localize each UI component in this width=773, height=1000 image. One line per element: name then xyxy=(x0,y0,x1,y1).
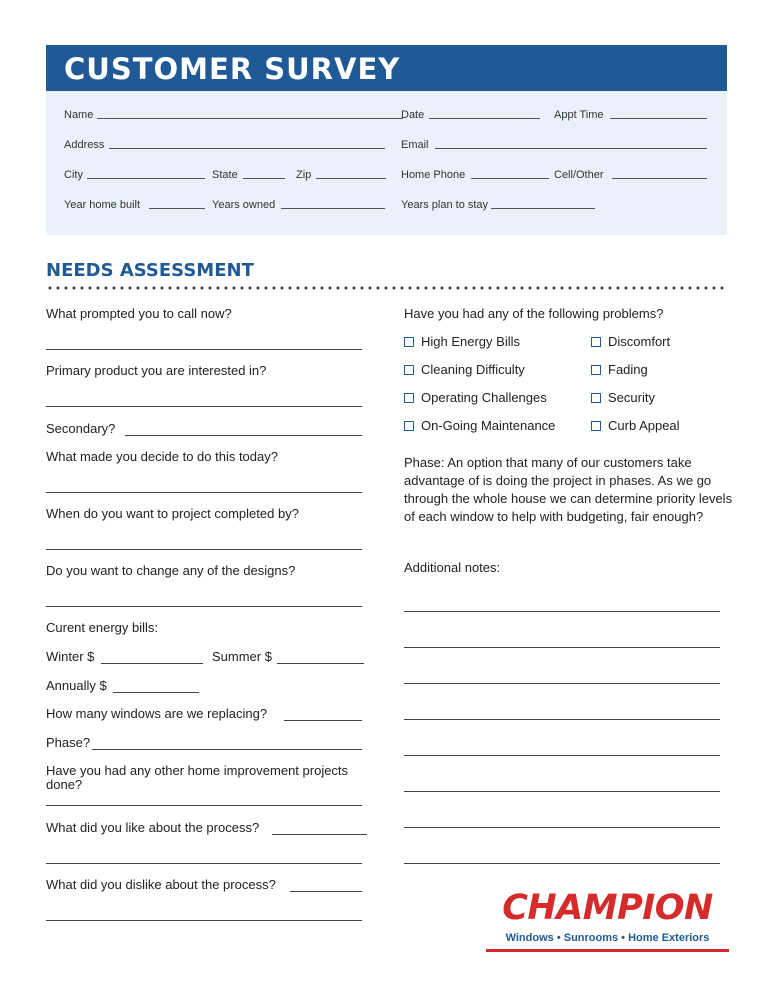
name-label: Name xyxy=(64,109,94,121)
question-decide-today: What made you decide to do this today? xyxy=(46,449,278,464)
notes-line-2[interactable] xyxy=(404,646,720,648)
survey-title-bar xyxy=(46,45,727,91)
checkbox-icon[interactable] xyxy=(404,421,414,431)
question-secondary: Secondary? xyxy=(46,421,116,436)
question-call-now: What prompted you to call now? xyxy=(46,306,232,321)
section-title: NEEDS ASSESSMENT xyxy=(46,260,254,281)
dotted-divider xyxy=(46,286,727,290)
cell-other-label: Cell/Other xyxy=(554,169,604,181)
answer-line-primary-product[interactable] xyxy=(46,405,362,407)
year-built-field[interactable] xyxy=(64,199,140,211)
notes-line-3[interactable] xyxy=(404,682,720,684)
address-field[interactable] xyxy=(64,139,104,151)
checkbox-cleaning-difficulty[interactable] xyxy=(404,362,525,377)
notes-line-6[interactable] xyxy=(404,790,720,792)
checkbox-label: Fading xyxy=(608,362,648,377)
answer-line-secondary[interactable] xyxy=(125,434,362,436)
annually-label: Annually $ xyxy=(46,678,107,693)
checkbox-operating-challenges[interactable] xyxy=(404,390,547,405)
notes-line-5[interactable] xyxy=(404,754,720,756)
date-field[interactable] xyxy=(401,109,424,121)
checkbox-label: On-Going Maintenance xyxy=(421,418,556,433)
question-phase: Phase? xyxy=(46,735,91,750)
logo-underline xyxy=(486,949,729,952)
answer-line-phase[interactable] xyxy=(92,748,362,750)
answer-line-summer[interactable] xyxy=(277,662,364,664)
checkbox-label: High Energy Bills xyxy=(421,334,520,349)
email-label: Email xyxy=(401,139,429,151)
question-primary-product: Primary product you are interested in? xyxy=(46,363,267,378)
checkbox-label: Cleaning Difficulty xyxy=(421,362,525,377)
home-phone-field[interactable] xyxy=(401,169,465,181)
checkbox-security[interactable] xyxy=(591,390,655,405)
appt-time-field[interactable] xyxy=(554,109,604,121)
notes-line-4[interactable] xyxy=(404,718,720,720)
answer-line-windows-count[interactable] xyxy=(284,719,362,721)
years-plan-field[interactable] xyxy=(401,199,488,211)
checkbox-icon[interactable] xyxy=(404,365,414,375)
state-label: State xyxy=(212,169,238,181)
notes-line-1[interactable] xyxy=(404,610,720,612)
champion-logo xyxy=(486,888,729,956)
answer-line-change-designs[interactable] xyxy=(46,605,362,607)
answer-line-completed-by[interactable] xyxy=(46,548,362,550)
state-field[interactable] xyxy=(212,169,238,181)
answer-line-liked-process[interactable] xyxy=(272,833,367,835)
answer-line-disliked-process[interactable] xyxy=(290,890,362,892)
logo-tagline: Windows • Sunrooms • Home Exteriors xyxy=(505,932,710,944)
name-field[interactable] xyxy=(64,109,93,121)
checkbox-label: Curb Appeal xyxy=(608,418,680,433)
checkbox-fading[interactable] xyxy=(591,362,648,377)
home-phone-label: Home Phone xyxy=(401,169,466,181)
checkbox-icon[interactable] xyxy=(591,393,601,403)
additional-notes-label: Additional notes: xyxy=(404,560,501,575)
answer-line-winter[interactable] xyxy=(101,662,203,664)
checkbox-icon[interactable] xyxy=(404,337,414,347)
appt-time-label: Appt Time xyxy=(554,109,604,121)
answer-line-disliked-process-2[interactable] xyxy=(46,919,362,921)
question-change-designs: Do you want to change any of the designs? xyxy=(46,563,296,578)
years-owned-label: Years owned xyxy=(212,199,276,211)
address-label: Address xyxy=(64,139,105,151)
question-energy-bills: Curent energy bills: xyxy=(46,620,158,635)
year-built-label: Year home built xyxy=(64,199,141,211)
question-liked-process: What did you like about the process? xyxy=(46,820,260,835)
page-title: CUSTOMER SURVEY xyxy=(64,52,401,86)
zip-label: Zip xyxy=(296,169,312,181)
checkbox-discomfort[interactable] xyxy=(591,334,670,349)
answer-line-other-projects[interactable] xyxy=(46,804,362,806)
city-label: City xyxy=(64,169,83,181)
checkbox-label: Security xyxy=(608,390,655,405)
question-completed-by: When do you want to project completed by? xyxy=(46,506,299,521)
checkbox-icon[interactable] xyxy=(591,421,601,431)
answer-line-decide-today[interactable] xyxy=(46,491,362,493)
checkbox-label: Operating Challenges xyxy=(421,390,547,405)
years-owned-field[interactable] xyxy=(212,199,275,211)
checkbox-icon[interactable] xyxy=(404,393,414,403)
email-field[interactable] xyxy=(401,139,429,151)
question-other-projects: Have you had any other home improvement projects done? xyxy=(46,763,349,792)
question-disliked-process: What did you dislike about the process? xyxy=(46,877,276,892)
cell-other-field[interactable] xyxy=(554,169,604,181)
city-field[interactable] xyxy=(64,169,83,181)
zip-field[interactable] xyxy=(296,169,311,181)
answer-line-annually[interactable] xyxy=(113,691,199,693)
question-windows-count: How many windows are we replacing? xyxy=(46,706,268,721)
phase-explanation: Phase: An option that many of our customers take advantage of is doing the project in phases. As we go through the whole house we can determine priority levels of each window to help with budgeting, fair enough? xyxy=(404,455,733,524)
customer-info-panel xyxy=(46,91,727,235)
answer-line-liked-process-2[interactable] xyxy=(46,862,362,864)
notes-line-7[interactable] xyxy=(404,826,720,828)
checkbox-icon[interactable] xyxy=(591,337,601,347)
checkbox-curb-appeal[interactable] xyxy=(591,418,680,433)
checkbox-on-going-maintenance[interactable] xyxy=(404,418,555,433)
checkbox-label: Discomfort xyxy=(608,334,671,349)
years-plan-label: Years plan to stay xyxy=(401,199,489,211)
checkbox-icon[interactable] xyxy=(591,365,601,375)
answer-line-call-now[interactable] xyxy=(46,348,362,350)
date-label: Date xyxy=(401,109,425,121)
notes-line-8[interactable] xyxy=(404,862,720,864)
summer-label: Summer $ xyxy=(212,649,272,664)
checkbox-high-energy-bills[interactable] xyxy=(404,334,520,349)
problems-question: Have you had any of the following problems? xyxy=(404,306,664,321)
winter-label: Winter $ xyxy=(46,649,95,664)
logo-wordmark: CHAMPION xyxy=(502,888,713,928)
